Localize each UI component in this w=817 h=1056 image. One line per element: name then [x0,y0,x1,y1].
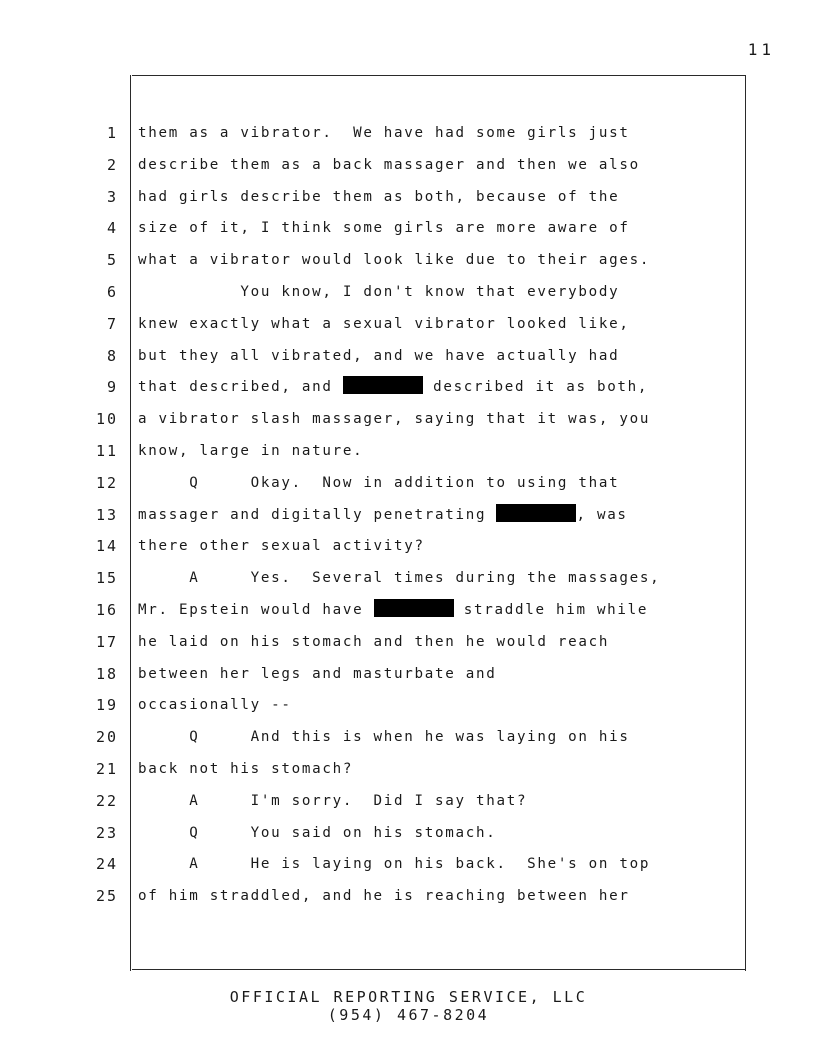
transcript-line [138,599,742,631]
line-number: 23 [95,823,118,842]
line-number: 6 [106,282,118,301]
transcript-line [138,504,742,536]
transcript-line: A Yes. Several times during the massages, [138,570,661,587]
line-number: 22 [95,791,118,810]
transcript-line: know, large in nature. [138,442,364,459]
line-segment: described it as both, [422,379,649,396]
reporting-phone: (954) 467-8204 [327,1006,490,1024]
line-segment: , was [576,506,628,523]
footer [0,988,817,1024]
transcript-line: what a vibrator would look like due to their ages. [138,252,651,269]
line-number: 17 [95,632,118,651]
transcript-line: there other sexual activity? [138,538,425,555]
transcript-line: back not his stomach? [138,760,354,777]
transcript-line: of him straddled, and he is reaching between her [138,888,630,905]
transcript-line: between her legs and masturbate and [138,665,497,682]
transcript-line: he laid on his stomach and then he would reach [138,633,610,650]
transcript-line: but they all vibrated, and we have actually had [138,347,620,364]
line-number: 5 [106,251,118,270]
transcript-text [138,122,742,917]
line-number: 12 [95,473,118,492]
transcript-line: A He is laying on his back. She's on top [138,856,651,873]
line-segment: massager and digitally penetrating [138,506,497,523]
transcript-line: You know, I don't know that everybody [138,283,620,300]
line-number-column [86,122,118,917]
line-number: 8 [106,346,118,365]
transcript-line: Q You said on his stomach. [138,824,497,841]
transcript-line: size of it, I think some girls are more aware of [138,220,630,237]
line-number: 7 [106,314,118,333]
transcript-line: occasionally -- [138,697,292,714]
line-number: 3 [106,187,118,206]
line-number: 19 [95,696,118,715]
line-segment: Mr. Epstein would have [138,601,374,618]
bottom-rule [132,969,746,970]
transcript-line: A I'm sorry. Did I say that? [138,792,528,809]
line-segment: that described, and [138,379,343,396]
line-number: 11 [95,441,118,460]
line-number: 18 [95,664,118,683]
line-segment: straddle him while [453,601,649,618]
line-number: 14 [95,537,118,556]
transcript-line: a vibrator slash massager, saying that it was, you [138,411,651,428]
redaction-box [496,504,576,522]
line-number: 4 [106,219,118,238]
line-number: 15 [95,569,118,588]
redaction-box [343,376,423,394]
transcript-line: Q Okay. Now in addition to using that [138,474,620,491]
transcript-line: knew exactly what a sexual vibrator looked like, [138,315,630,332]
transcript-line: describe them as a back massager and then we also [138,156,640,173]
transcript-line: had girls describe them as both, because of the [138,188,620,205]
left-margin-rule [130,75,131,971]
redaction-box [374,599,454,617]
top-rule [132,75,746,76]
line-number: 13 [95,505,118,524]
line-number: 1 [106,124,118,142]
transcript-line: them as a vibrator. We have had some girls just [138,125,630,141]
line-number: 16 [95,600,118,619]
line-number: 20 [95,728,118,747]
transcript-line [138,376,742,408]
line-number: 25 [95,887,118,906]
line-number: 21 [95,759,118,778]
transcript-line: Q And this is when he was laying on his [138,729,630,746]
line-number: 2 [106,155,118,174]
reporting-company: OFFICIAL REPORTING SERVICE, LLC [229,988,588,1006]
page-number: 11 [747,40,775,59]
line-number: 10 [95,410,118,429]
line-number: 9 [106,378,118,397]
line-number: 24 [95,855,118,874]
right-margin-rule [745,75,746,971]
